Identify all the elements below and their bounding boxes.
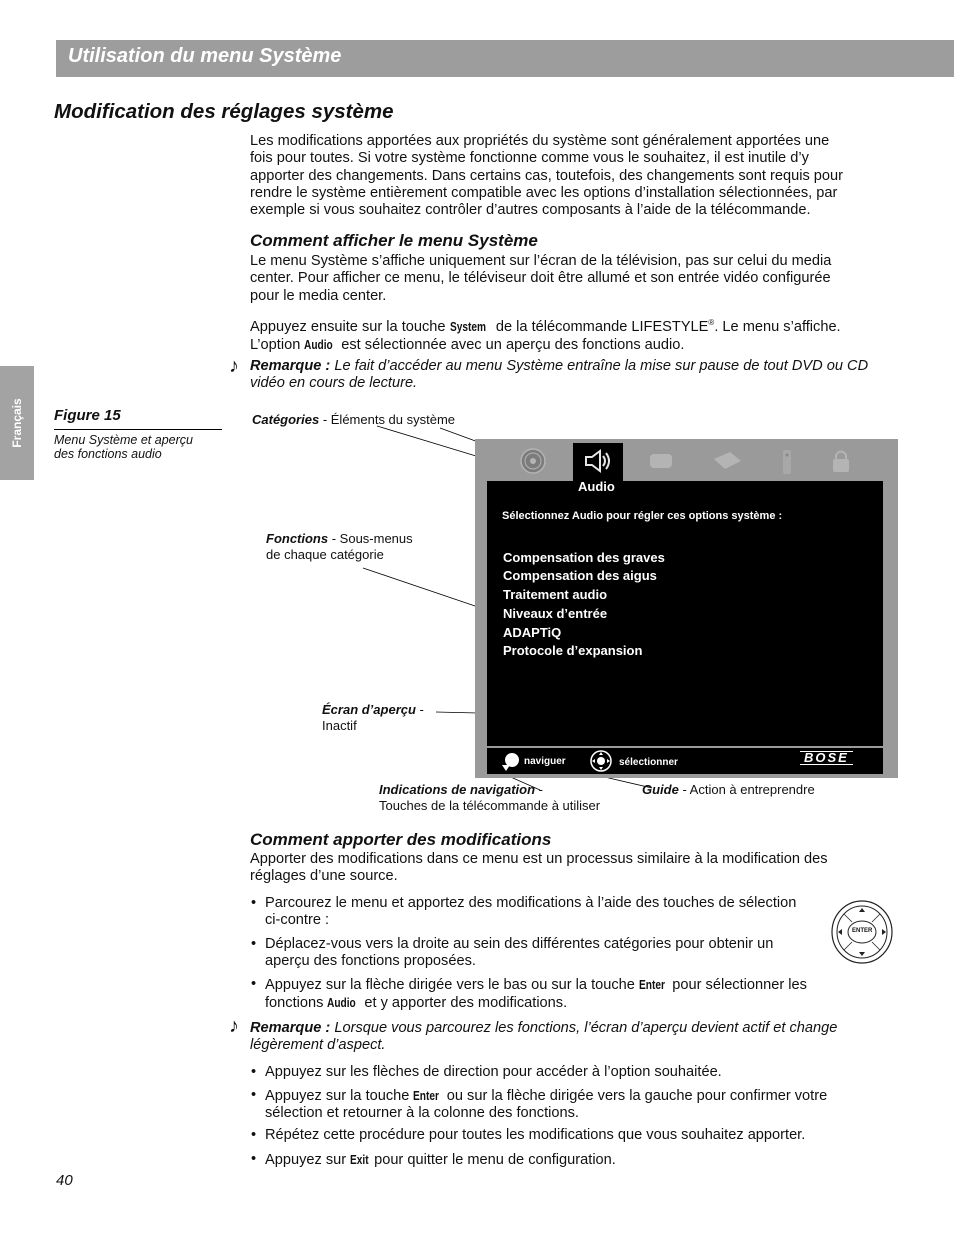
callout-navigation: [379, 782, 600, 814]
enter-button-label: ENTER: [852, 928, 873, 934]
text-line: pour le media center.: [250, 287, 387, 304]
text-line: • Répétez cette procédure pour toutes les modifications que vous souhaitez apporter.: [265, 1127, 806, 1143]
text-line: [266, 531, 413, 547]
list-item: [265, 1127, 905, 1144]
text-line: apporter des changements. Dans certains cas, toutefois, des changements sont requis pour: [250, 167, 844, 184]
text-line: Le menu Système s’affiche uniquement sur l’écran de la télévision, pas sur celui du media: [250, 253, 832, 269]
select-icon: [588, 749, 614, 778]
text-line: Inactif: [322, 718, 357, 733]
tape-icon[interactable]: [710, 449, 744, 478]
music-note-icon: ♪: [229, 1015, 239, 1037]
enter-key-label: Enter: [638, 977, 665, 992]
callout-text: -: [535, 782, 543, 797]
list-item: [265, 976, 865, 1013]
system-key-label: System: [449, 318, 486, 334]
text-run: Appuyez sur la touche: [265, 1088, 414, 1104]
text-line: [265, 1087, 905, 1105]
menu-item-treble-compensation[interactable]: Compensation des aigus: [503, 568, 657, 583]
selected-tab-label: Audio: [578, 479, 615, 494]
text-run: Le fait d’accéder au menu Système entraîne la mise sur pause de tout DVD ou CD: [330, 358, 869, 374]
list-item: [265, 895, 825, 930]
audio-key-label: Audio: [327, 995, 357, 1011]
text-run: de la télécommande LIFESTYLE: [491, 318, 709, 335]
section-title: Modification des réglages système: [54, 100, 394, 123]
text-line: [322, 702, 424, 718]
text-line: [250, 1020, 920, 1037]
menu-item-audio-processing[interactable]: Traitement audio: [503, 587, 608, 602]
note-preview: [250, 1020, 920, 1055]
menu-item-input-levels[interactable]: Niveaux d’entrée: [503, 606, 608, 621]
text-line: center. Pour afficher ce menu, le téléviseur doit être allumé et son entrée vidéo configurée: [250, 270, 831, 287]
text-run: fonctions: [265, 995, 328, 1012]
text-line: • Appuyez sur les flèches de direction pour accéder à l’option souhaitée.: [265, 1064, 722, 1080]
callout-text: - Éléments du système: [319, 412, 456, 427]
registered-mark: ®: [708, 318, 715, 327]
list-item: [265, 1151, 905, 1169]
text-line: Apporter des modifications dans ce menu est un processus similaire à la modification des: [250, 851, 828, 867]
text-run: est sélectionnée avec un aperçu des fonctions audio.: [337, 337, 685, 354]
callout-label: Indications de navigation: [379, 782, 536, 797]
text-line: Les modifications apportées aux propriétés du système sont généralement apportées une: [250, 133, 830, 149]
text-line: sélection et retourner à la colonne des fonctions.: [265, 1105, 579, 1122]
callout-text: - Action à entreprendre: [678, 782, 815, 797]
text-run: Appuyez ensuite sur la touche: [250, 318, 450, 335]
text-line: ci-contre :: [265, 912, 330, 929]
list-item: [265, 1064, 905, 1081]
text-run: pour sélectionner les: [668, 977, 807, 993]
text-line: de chaque catégorie: [266, 547, 384, 562]
callout-label: Écran d’aperçu: [322, 702, 416, 717]
header-title: Utilisation du menu Système: [68, 45, 342, 67]
text-line: réglages d’une source.: [250, 868, 398, 885]
callout-fonctions: [266, 531, 413, 563]
callout-ecran-apercu: [322, 702, 424, 734]
text-line: Touches de la télécommande à utiliser: [379, 798, 601, 813]
callout-label: Guide: [642, 782, 679, 797]
list-item: [265, 1087, 905, 1123]
text-line: • Parcourez le menu et apportez des modifications à l’aide des touches de sélection: [265, 895, 797, 911]
display-menu-heading: Comment afficher le menu Système: [250, 231, 538, 250]
callout-label: Catégories: [252, 412, 320, 427]
list-item: [265, 936, 825, 971]
enter-key-label: Enter: [413, 1088, 440, 1103]
menu-item-expansion-protocol[interactable]: Protocole d’expansion: [503, 643, 643, 658]
text-run: L’option: [250, 337, 305, 354]
text-line: [379, 782, 600, 798]
text-line: rendre le système entièrement compatible avec les options d’installation sélectionnées, par: [250, 184, 838, 201]
text-run: Lorsque vous parcourez les fonctions, l’écran d’aperçu devient actif et change: [330, 1020, 838, 1036]
menu-item-bass-compensation[interactable]: Compensation des graves: [503, 550, 665, 565]
box-icon[interactable]: [648, 452, 674, 475]
text-run: ou sur la flèche dirigée vers la gauche pour confirmer votre: [442, 1088, 828, 1104]
text-line: fois pour toutes. Si votre système fonctionne comme vous le souhaitez, il est inutile d’y: [250, 150, 809, 167]
text-line: [265, 994, 865, 1012]
text-run: pour quitter le menu de configuration.: [370, 1152, 616, 1168]
callout-text: -: [415, 702, 424, 717]
navigate-icon: [498, 751, 522, 778]
modify-paragraph: [250, 851, 910, 886]
text-line: légèrement d’aspect.: [250, 1037, 386, 1054]
page-number: 40: [56, 1172, 73, 1189]
remote-navigation-pad: [830, 899, 894, 970]
text-run: . Le menu s’affiche.: [714, 318, 841, 335]
text-run: Appuyez sur: [265, 1152, 351, 1168]
text-line: Menu Système et aperçu: [54, 433, 193, 447]
side-tab-label: Français: [10, 398, 24, 448]
audio-key-label: Audio: [304, 337, 334, 353]
text-line: [265, 1151, 905, 1169]
text-line: aperçu des fonctions proposées.: [265, 953, 476, 970]
note-label: Remarque :: [250, 358, 331, 374]
text-line: exemple si vous souhaitez contrôler d’autres composants à l’aide de la télécommande.: [250, 202, 811, 219]
note-label: Remarque :: [250, 1020, 331, 1036]
text-line: vidéo en cours de lecture.: [250, 375, 418, 392]
text-run: Appuyez sur la flèche dirigée vers le bas ou sur la touche: [265, 977, 639, 993]
remote-icon[interactable]: [780, 448, 794, 481]
speaker-icon[interactable]: [583, 447, 613, 480]
text-line: [265, 976, 865, 994]
exit-key-label: Exit: [350, 1152, 369, 1167]
text-line: des fonctions audio: [54, 447, 162, 461]
callout-label: Fonctions: [266, 531, 329, 546]
callout-categories: [252, 412, 455, 428]
menu-item-adaptiq[interactable]: ADAPTiQ: [503, 625, 562, 640]
bose-logo: BOSE: [800, 751, 853, 765]
navigate-label: naviguer: [524, 756, 566, 767]
callout-text: - Sous-menus: [328, 531, 413, 546]
lock-icon[interactable]: [830, 447, 852, 480]
music-note-icon: ♪: [229, 355, 239, 377]
callout-guide: [642, 782, 815, 798]
disc-icon[interactable]: [518, 446, 548, 481]
figure-label: Figure 15: [54, 407, 121, 424]
select-label: sélectionner: [619, 757, 678, 768]
modify-heading: Comment apporter des modifications: [250, 830, 552, 849]
screen-prompt: Sélectionnez Audio pour régler ces options système :: [502, 510, 783, 522]
text-run: et y apporter des modifications.: [360, 995, 568, 1012]
text-line: • Déplacez-vous vers la droite au sein des différentes catégories pour obtenir un: [265, 936, 774, 952]
